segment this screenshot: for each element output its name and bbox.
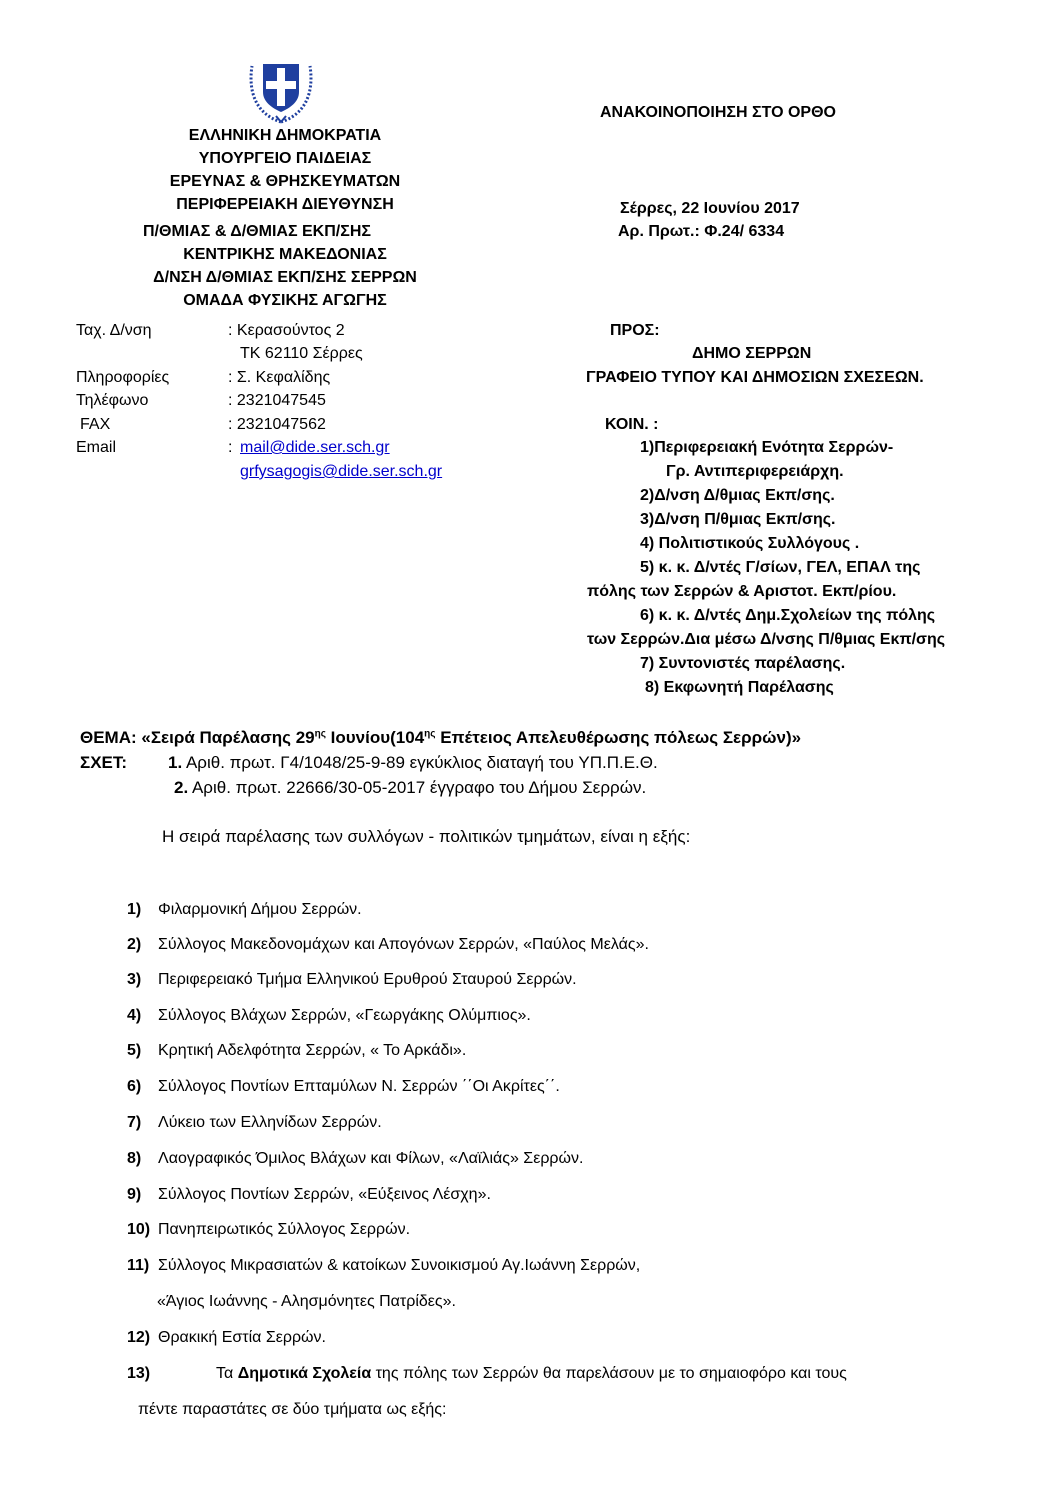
list-item: Πανηπειρωτικός Σύλλογος Σερρών. — [158, 1221, 411, 1238]
item13-pre: Τα — [216, 1365, 238, 1382]
cc-recipient: 6) κ. κ. Δ/ντές Δημ.Σχολείων της πόλης — [640, 607, 936, 624]
subject-middle: Ιουνίου(104 — [325, 728, 425, 747]
list-item-number: 5) — [127, 1042, 142, 1059]
cc-recipient: 2)Δ/νση Δ/θμιας Εκπ/σης. — [640, 487, 835, 504]
contact-label-info: Πληροφορίες — [76, 369, 170, 386]
reference-text: Αριθ. πρωτ. Γ4/1048/25-9-89 εγκύκλιος διαταγή του ΥΠ.Π.Ε.Θ. — [182, 753, 658, 772]
contact-label-fax: FAX — [80, 416, 111, 433]
list-item: Θρακική Εστία Σερρών. — [158, 1329, 326, 1346]
list-item: Σύλλογος Μακεδονομάχων και Απογόνων Σερρών, «Παύλος Μελάς». — [158, 936, 649, 953]
list-item-number: 13) — [127, 1365, 151, 1382]
subject-line — [80, 728, 801, 748]
contact-email-colon: : — [228, 439, 233, 456]
reference-text: Αριθ. πρωτ. 22666/30-05-2017 έγγραφο του Δήμου Σερρών. — [188, 778, 647, 797]
cc-recipient: πόλης των Σερρών & Αριστοτ. Εκπ/ρίου. — [587, 583, 897, 600]
contact-value-fax: : 2321047562 — [228, 416, 326, 433]
list-item: Λαογραφικός Όμιλος Βλάχων και Φίλων, «Λαϊλιάς» Σερρών. — [158, 1150, 584, 1167]
subject-sup: ης — [314, 728, 326, 740]
cc-recipient: Γρ. Αντιπεριφερειάρχη. — [666, 463, 844, 480]
org-line: ΚΕΝΤΡΙΚΗΣ ΜΑΚΕΔΟΝΙΑΣ — [183, 246, 387, 263]
org-line: ΠΕΡΙΦΕΡΕΙΑΚΗ ΔΙΕΥΘΥΝΣΗ — [176, 196, 394, 213]
list-item-continuation: πέντε παραστάτες σε δύο τμήματα ως εξής: — [138, 1401, 447, 1418]
organization-block-lower — [100, 245, 470, 310]
list-item: Περιφερειακό Τμήμα Ελληνικού Ερυθρού Σταυρού Σερρών. — [158, 971, 577, 988]
organization-block — [100, 126, 470, 214]
reference-label: ΣΧΕΤ: — [80, 753, 128, 772]
list-item — [216, 1364, 847, 1383]
item13-bold: Δημοτικά Σχολεία — [237, 1365, 372, 1382]
list-item: Σύλλογος Βλάχων Σερρών, «Γεωργάκης Ολύμπιος». — [158, 1007, 531, 1024]
cc-label: ΚΟΙΝ. : — [605, 416, 659, 433]
list-item-continuation: «Άγιος Ιωάννης - Αλησμόνητες Πατρίδες». — [157, 1293, 456, 1310]
list-item: Φιλαρμονική Δήμου Σερρών. — [158, 901, 362, 918]
cc-recipient: 8) Εκφωνητή Παρέλασης — [645, 679, 834, 696]
list-item-number: 3) — [127, 971, 142, 988]
list-item: Σύλλογος Ποντίων Επταμύλων Ν. Σερρών ΄΄Οι Ακρίτες΄΄. — [158, 1078, 560, 1095]
contact-label-email: Email — [76, 439, 117, 456]
contact-label-phone: Τηλέφωνο — [76, 392, 149, 409]
list-item-number: 8) — [127, 1150, 142, 1167]
to-recipient: ΓΡΑΦΕΙΟ ΤΥΠΟΥ ΚΑΙ ΔΗΜΟΣΙΩΝ ΣΧΕΣΕΩΝ. — [586, 369, 924, 386]
correction-notice: ΑΝΑΚΟΙΝΟΠΟΙΗΣΗ ΣΤΟ ΟΡΘΟ — [600, 104, 836, 121]
list-item: Σύλλογος Μικρασιατών & κατοίκων Συνοικισμού Αγ.Ιωάννη Σερρών, — [158, 1257, 641, 1274]
list-item-number: 4) — [127, 1007, 142, 1024]
contact-value-phone: : 2321047545 — [228, 392, 326, 409]
cc-recipient: 4) Πολιτιστικούς Συλλόγους . — [640, 535, 860, 552]
org-line: Π/ΘΜΙΑΣ & Δ/ΘΜΙΑΣ ΕΚΠ/ΣΗΣ — [143, 223, 371, 240]
contact-label-address: Ταχ. Δ/νση — [76, 322, 152, 339]
list-item-number: 12) — [127, 1329, 151, 1346]
cc-recipient: των Σερρών.Δια μέσω Δ/νσης Π/θμιας Εκπ/σης — [587, 631, 946, 648]
list-item-number: 6) — [127, 1078, 142, 1095]
cc-recipient: 1)Περιφερειακή Ενότητα Σερρών- — [640, 439, 894, 456]
org-line: Δ/ΝΣΗ Δ/ΘΜΙΑΣ ΕΚΠ/ΣΗΣ ΣΕΡΡΩΝ — [153, 269, 417, 286]
email-link-physical-education[interactable]: grfysagogis@dide.ser.sch.gr — [240, 463, 443, 480]
list-item-number: 2) — [127, 936, 142, 953]
list-item-number: 7) — [127, 1114, 142, 1131]
org-line: ΕΡΕΥΝΑΣ & ΘΡΗΣΚΕΥΜΑΤΩΝ — [169, 173, 401, 190]
to-recipient: ΔΗΜΟ ΣΕΡΡΩΝ — [692, 345, 812, 362]
contact-value-address: : Κερασούντος 2 — [228, 322, 345, 339]
cc-recipient: 5) κ. κ. Δ/ντές Γ/σίων, ΓΕΛ, ΕΠΑΛ της — [640, 559, 921, 576]
reference-item — [174, 778, 646, 798]
subject-prefix: ΘΕΜΑ: «Σειρά Παρέλασης 29 — [80, 728, 315, 747]
org-line: ΥΠΟΥΡΓΕΙΟ ΠΑΙΔΕΙΑΣ — [198, 150, 372, 167]
reference-number: 1. — [168, 753, 183, 772]
item13-post: της πόλης των Σερρών θα παρελάσουν με το σημαιοφόρο και τους — [371, 1365, 847, 1382]
cc-recipient: 7) Συντονιστές παρέλασης. — [640, 655, 846, 672]
reference-item — [168, 753, 658, 773]
list-item: Λύκειο των Ελληνίδων Σερρών. — [158, 1114, 382, 1131]
list-item: Σύλλογος Ποντίων Σερρών, «Εύξεινος Λέσχη». — [158, 1186, 491, 1203]
subject-sup: ης — [424, 728, 436, 740]
reference-number: 2. — [174, 778, 189, 797]
intro-text: Η σειρά παρέλασης των συλλόγων - πολιτικών τμημάτων, είναι η εξής: — [162, 827, 691, 846]
list-item-number: 10) — [127, 1221, 151, 1238]
contact-value-info: : Σ. Κεφαλίδης — [228, 369, 331, 386]
list-item-number: 1) — [127, 901, 142, 918]
greek-republic-emblem-icon — [246, 52, 316, 126]
org-line: ΕΛΛΗΝΙΚΗ ΔΗΜΟΚΡΑΤΙΑ — [188, 127, 382, 144]
contact-value-postcode: ΤΚ 62110 Σέρρες — [240, 345, 363, 362]
subject-suffix: Επέτειος Απελευθέρωσης πόλεως Σερρών)» — [435, 728, 802, 747]
place-date: Σέρρες, 22 Ιουνίου 2017 — [620, 200, 800, 217]
list-item: Κρητική Αδελφότητα Σερρών, « Το Αρκάδι». — [158, 1042, 467, 1059]
cc-recipient: 3)Δ/νση Π/θμιας Εκπ/σης. — [640, 511, 836, 528]
org-line: ΟΜΑΔΑ ΦΥΣΙΚΗΣ ΑΓΩΓΗΣ — [183, 292, 387, 309]
email-link-main[interactable]: mail@dide.ser.sch.gr — [240, 439, 390, 456]
protocol-number: Αρ. Πρωτ.: Φ.24/ 6334 — [618, 223, 785, 240]
list-item-number: 9) — [127, 1186, 142, 1203]
list-item-number: 11) — [127, 1257, 150, 1274]
to-label: ΠΡΟΣ: — [610, 322, 660, 339]
